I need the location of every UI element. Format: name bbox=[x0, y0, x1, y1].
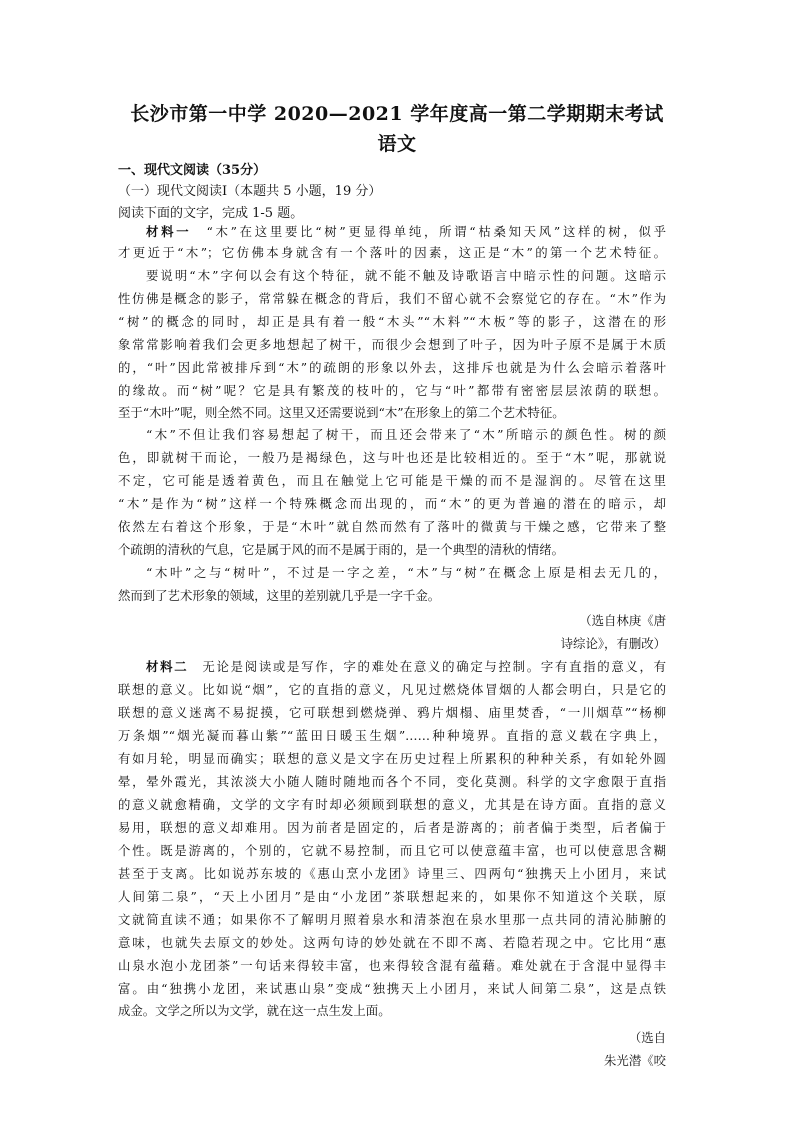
part-heading: （一）现代文阅读Ⅰ（本题共 5 小题，19 分） bbox=[118, 184, 382, 199]
material2-line: 个性。既是游离的，个别的，它就不易控制，而且它可以使意蕴丰富，也可以使意思含糊 bbox=[118, 843, 666, 858]
material2-line: 甚至于支离。比如说苏东坡的《惠山烹小龙团》诗里三、四两句“独携天上小团月，来试 bbox=[118, 866, 666, 881]
subject-title: 语文 bbox=[377, 133, 417, 155]
material1-line: 色，即就树干而论，一般乃是褐绿色，这与叶也还是比较相近的。至于“木”呢，那就说 bbox=[118, 450, 666, 465]
material1-line: “木”是作为“树”这样一个特殊概念而出现的，而“木”的更为普遍的潜在的暗示，却 bbox=[118, 496, 666, 511]
material1-source: （选自林庚《唐 bbox=[579, 613, 666, 628]
material1-line: 材料一 “木”在这里要比“树”更显得单纯，所谓“枯桑知天风”这样的树，似乎 bbox=[146, 224, 666, 239]
section-heading: 一、现代文阅读（35分） bbox=[118, 163, 267, 178]
material1-line: 的，“叶”因此常被排斥到“木”的疏朗的形象以外去，这排斥也就是为什么会暗示着落叶 bbox=[118, 360, 666, 375]
material2-line: 材料二 无论是阅读或是写作，字的难处在意义的确定与控制。字有直指的意义，有 bbox=[146, 659, 666, 674]
material1-line: 的缘故。而“树”呢？它是具有繁茂的枝叶的，它与“叶”都带有密密层层浓荫的联想。 bbox=[118, 383, 666, 398]
material1-line: “木叶”之与“树叶”，不过是一字之差，“木”与“树”在概念上原是相去无几的， bbox=[146, 565, 666, 580]
material1-line: 要说明“木”字何以会有这个特征，就不能不触及诗歌语言中暗示性的问题。这暗示 bbox=[146, 268, 666, 283]
material2-line: 成金。文学之所以为文学，就在这一点生发上面。 bbox=[118, 1003, 391, 1018]
material1-line: 象常常影响着我们会更多地想起了树干，而很少会想到了叶子，因为叶子原不是属于木质 bbox=[118, 337, 666, 352]
material2-line: 有如月轮，明显而确实；联想的意义是文字在历史过程上所累积的种种关系，有如轮外圆 bbox=[118, 751, 666, 766]
material1-line: “木”不但让我们容易想起了树干，而且还会带来了“木”所暗示的颜色性。树的颜 bbox=[146, 427, 666, 442]
material2-line: 联想的意义迷离不易捉摸，它可联想到燃烧弹、鸦片烟榻、庙里焚香，“一川烟草”“杨柳 bbox=[118, 705, 666, 720]
instruction: 阅读下面的文字，完成 1-5 题。 bbox=[118, 206, 304, 221]
material1-label: 材料一 bbox=[146, 224, 192, 239]
material1-line: 至于“木叶”呢，则全然不同。这里又还需要说到“木”在形象上的第二个艺术特征。 bbox=[118, 405, 565, 420]
material2-line: 的意义就愈精确，文学的文字有时却必须顾到联想的意义，尤其是在诗方面。直指的意义 bbox=[118, 797, 666, 812]
material2-line: 易用，联想的意义却难用。因为前者是固定的，后者是游离的；前者偏于类型，后者偏于 bbox=[118, 820, 666, 835]
material1-line: 个疏朗的清秋的气息，它是属于风的而不是属于雨的，是一个典型的清秋的情绪。 bbox=[118, 542, 565, 557]
material2-line: 意味，也就失去原文的妙处。这两句诗的妙处就在不即不离、若隐若现之中。它比用“惠 bbox=[118, 935, 666, 950]
material2-line: 人间第二泉”，“天上小团月”是由“小龙团”茶联想起来的，如果你不知道这个关联，原 bbox=[118, 889, 666, 904]
material1-line: “树”的概念的同时，却正是具有着一般“木头”“木料”“木板”等的影子，这潜在的形 bbox=[118, 314, 666, 329]
material2-line: 万条烟”“烟光凝而暮山紫”“蓝田日暖玉生烟”……种种境界。直指的意义载在字典上， bbox=[118, 728, 666, 743]
material2-line: 晕，晕外霞光，其浓淡大小随人随时随地而各个不同，变化莫测。科学的文字愈限于直指 bbox=[118, 774, 666, 789]
material2-line: 文就简直读不通；如果你不了解明月照着泉水和清茶泡在泉水里那一点共同的清沁肺腑的 bbox=[118, 912, 666, 927]
material1-line: 依然左右着这个形象，于是“木叶”就自然而然有了落叶的微黄与干燥之感，它带来了整 bbox=[118, 519, 666, 534]
material2-source: （选自 bbox=[628, 1030, 666, 1045]
material2-line: 山泉水泡小龙团茶”一句话来得较丰富，也来得较含混有蕴藉。难处就在于含混中显得丰 bbox=[118, 958, 666, 973]
material1-line: 然而到了艺术形象的领域，这里的差别就几乎是一字千金。 bbox=[118, 588, 441, 603]
material1-line: 性仿佛是概念的影子，常常躲在概念的背后，我们不留心就不会察觉它的存在。“木”作为 bbox=[118, 291, 666, 306]
material2-label: 材料二 bbox=[146, 659, 189, 674]
material2-line: 富。由“独携小龙团，来试惠山泉”变成“独携天上小团月，来试人间第二泉”，这是点铁 bbox=[118, 981, 666, 996]
material2-line: 联想的意义。比如说“烟”，它的直指的意义，凡见过燃烧体冒烟的人都会明白，只是它的 bbox=[118, 682, 666, 697]
material1-line: 不定，它可能是透着黄色，而且在触觉上它可能是干燥的而不是湿润的。尽管在这里 bbox=[118, 473, 666, 488]
exam-title: 长沙市第一中学 2020—2021 学年度高一第二学期期末考试 bbox=[130, 103, 664, 125]
material2-source: 朱光潜《咬 bbox=[604, 1053, 666, 1068]
material1-source: 诗综论》，有删改） bbox=[560, 636, 666, 651]
material1-line: 才更近于“木”；它仿佛本身就含有一个落叶的因素，这正是“木”的第一个艺术特征。 bbox=[118, 245, 666, 260]
